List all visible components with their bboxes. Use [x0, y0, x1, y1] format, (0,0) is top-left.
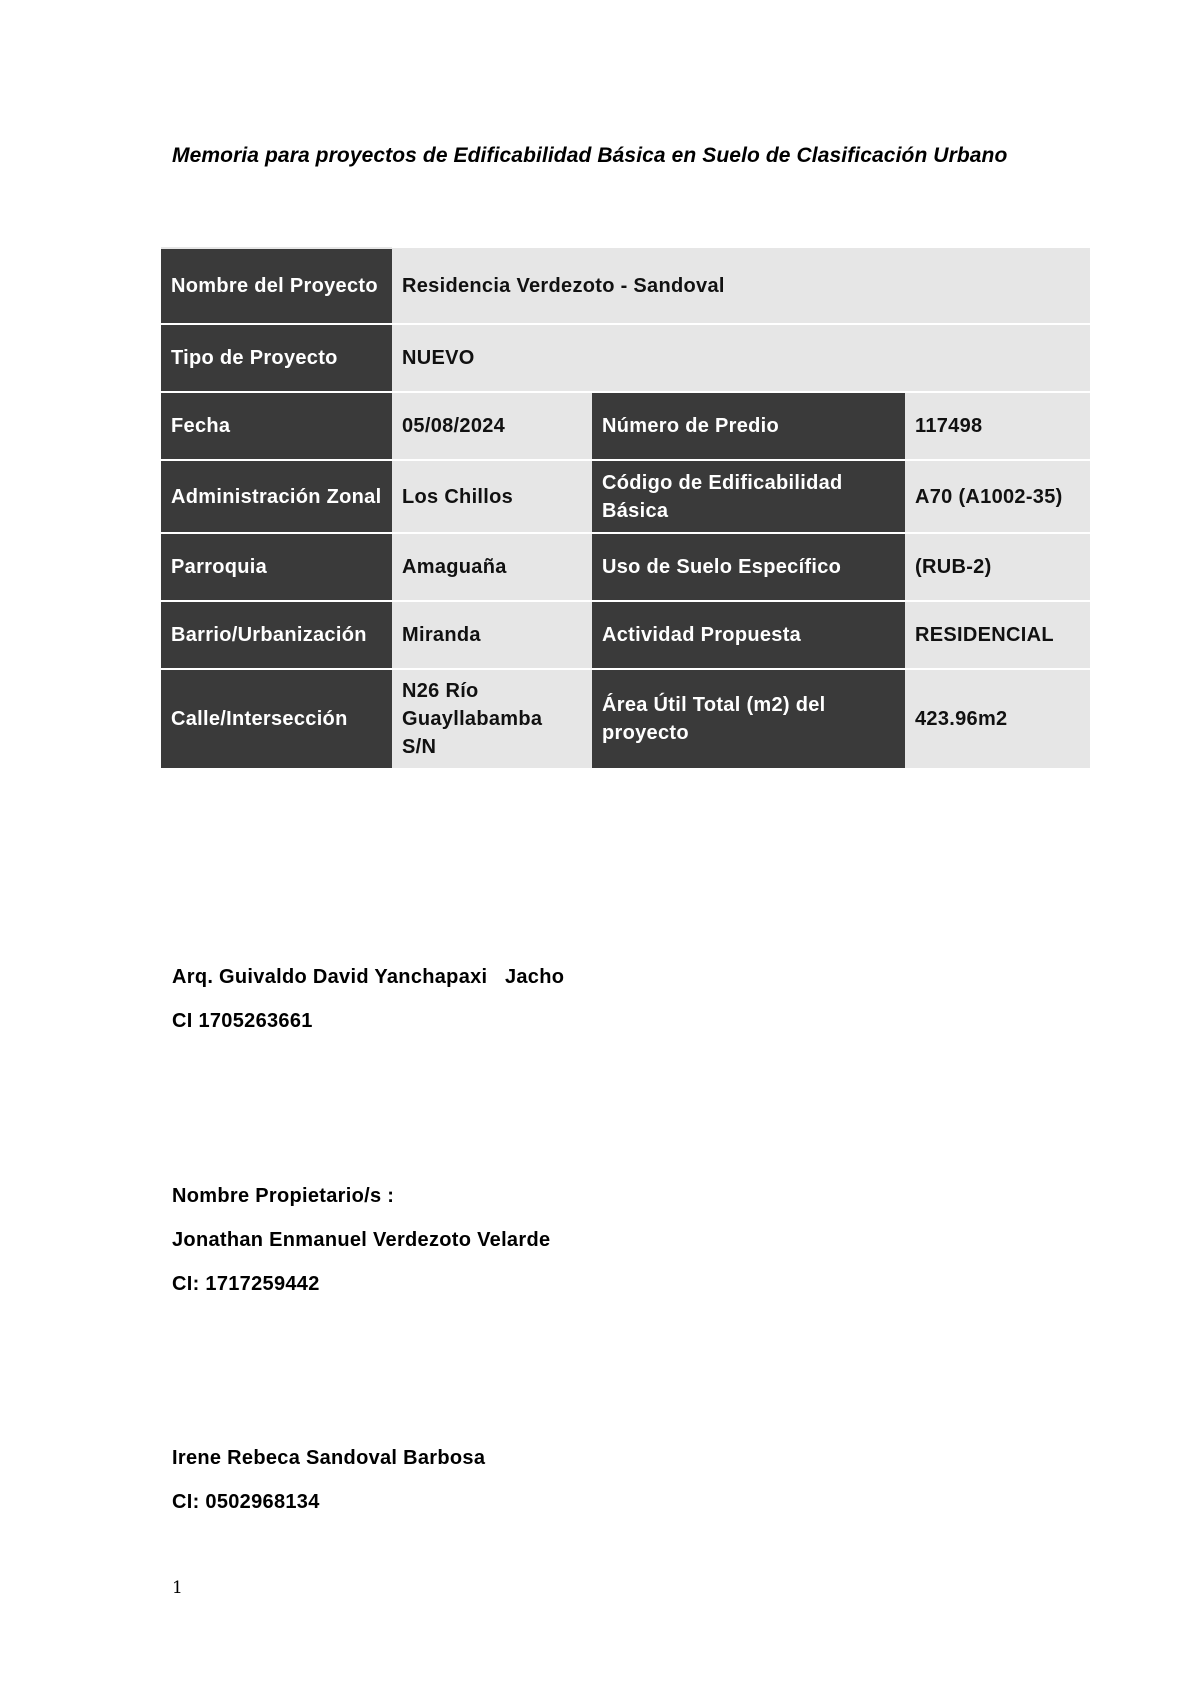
neighborhood-label: Barrio/Urbanización [161, 601, 392, 669]
useful-area-label: Área Útil Total (m2) del proyecto [592, 669, 905, 768]
owner-2-name: Irene Rebeca Sandoval Barbosa [172, 1447, 486, 1469]
project-type-label: Tipo de Proyecto [161, 324, 392, 392]
table-row-zonal-admin [161, 460, 1090, 533]
date-value: 05/08/2024 [392, 392, 592, 460]
activity-value: RESIDENCIAL [905, 601, 1090, 669]
parish-value: Amaguaña [392, 533, 592, 601]
table-row-project-name [161, 248, 1090, 324]
land-use-value: (RUB-2) [905, 533, 1090, 601]
owner-2-id: CI: 0502968134 [172, 1491, 320, 1513]
project-name-label: Nombre del Proyecto [161, 248, 392, 324]
table-row-date [161, 392, 1090, 460]
owners-heading: Nombre Propietario/s : [172, 1185, 395, 1207]
buildability-code-label: Código de Edificabilidad Básica [592, 460, 905, 533]
useful-area-value: 423.96m2 [905, 669, 1090, 768]
owner-1-id: CI: 1717259442 [172, 1273, 320, 1295]
parcel-number-label: Número de Predio [592, 392, 905, 460]
table-row-project-type [161, 324, 1090, 392]
table-row-parish [161, 533, 1090, 601]
project-info-table [161, 247, 1090, 769]
zonal-admin-value: Los Chillos [392, 460, 592, 533]
owner-1-name: Jonathan Enmanuel Verdezoto Velarde [172, 1229, 551, 1251]
page-number: 1 [172, 1578, 183, 1598]
document-title: Memoria para proyectos de Edificabilidad Básica en Suelo de Clasificación Urbano [172, 144, 1008, 167]
table-row-neighborhood [161, 601, 1090, 669]
street-label: Calle/Intersección [161, 669, 392, 768]
buildability-code-value: A70 (A1002-35) [905, 460, 1090, 533]
parish-label: Parroquia [161, 533, 392, 601]
architect-name: Arq. Guivaldo David Yanchapaxi Jacho [172, 966, 565, 988]
project-name-value: Residencia Verdezoto - Sandoval [392, 248, 1090, 324]
zonal-admin-label: Administración Zonal [161, 460, 392, 533]
architect-id: CI 1705263661 [172, 1010, 313, 1032]
date-label: Fecha [161, 392, 392, 460]
land-use-label: Uso de Suelo Específico [592, 533, 905, 601]
project-type-value: NUEVO [392, 324, 1090, 392]
street-value: N26 Río Guayllabamba S/N [392, 669, 592, 768]
parcel-number-value: 117498 [905, 392, 1090, 460]
table-row-street [161, 669, 1090, 768]
neighborhood-value: Miranda [392, 601, 592, 669]
activity-label: Actividad Propuesta [592, 601, 905, 669]
